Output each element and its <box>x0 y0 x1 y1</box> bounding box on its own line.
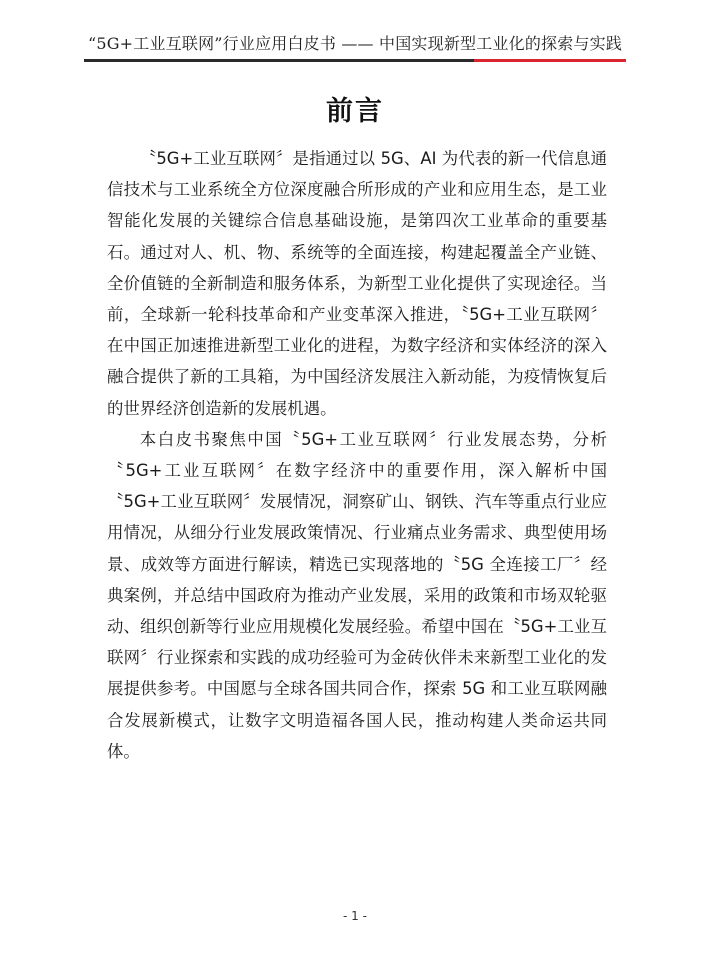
document-body <box>107 143 607 767</box>
page-number: - 1 - <box>343 909 367 923</box>
header-rule <box>84 59 626 62</box>
paragraph-2: 本白皮书聚焦中国〝5G+工业互联网〞行业发展态势，分析〝5G+工业互联网〞在数字经济中的重要作用，深入解析中国〝5G+工业互联网〞发展情况，洞察矿山、钢铁、汽车等重点行业应用情况，从细分行业发展政策情况、行业痛点业务需求、典型使用场景、成效等方面进行解读，精选已实现落地的〝5G 全连接工厂〞经典案例，并总结中国政府为推动产业发展，采用的政策和市场双轮驱动、组织创新等行业应用规模化发展经验。希望中国在〝5G+工业互联网〞行业探索和实践的成功经验可为金砖伙伴未来新型工业化的发展提供参考。中国愿与全球各国共同合作，探索 5G 和工业互联网融合发展新模式，让数字文明造福各国人民，推动构建人类命运共同体。 <box>107 429 607 761</box>
section-title: 前言 <box>326 96 384 127</box>
paragraph-1: 〝5G+工业互联网〞是指通过以 5G、AI 为代表的新一代信息通信技术与工业系统全方位深度融合所形成的产业和应用生态，是工业智能化发展的关键综合信息基础设施，是第四次工业革命的重要基石。通过对人、机、物、系统等的全面连接，构建起覆盖全产业链、全价值链的全新制造和服务体系，为新型工业化提供了实现途径。当前，全球新一轮科技革命和产业变革深入推进，〝5G+工业互联网〞在中国正加速推进新型工业化的进程，为数字经济和实体经济的深入融合提供了新的工具箱，为中国经济发展注入新动能，为疫情恢复后的世界经济创造新的发展机遇。 <box>107 149 607 418</box>
header-rule-accent-segment <box>474 59 626 62</box>
running-header: “5G+工业互联网”行业应用白皮书 —— 中国实现新型工业化的探索与实践 <box>87 34 623 53</box>
header-rule-dark-segment <box>84 59 474 62</box>
